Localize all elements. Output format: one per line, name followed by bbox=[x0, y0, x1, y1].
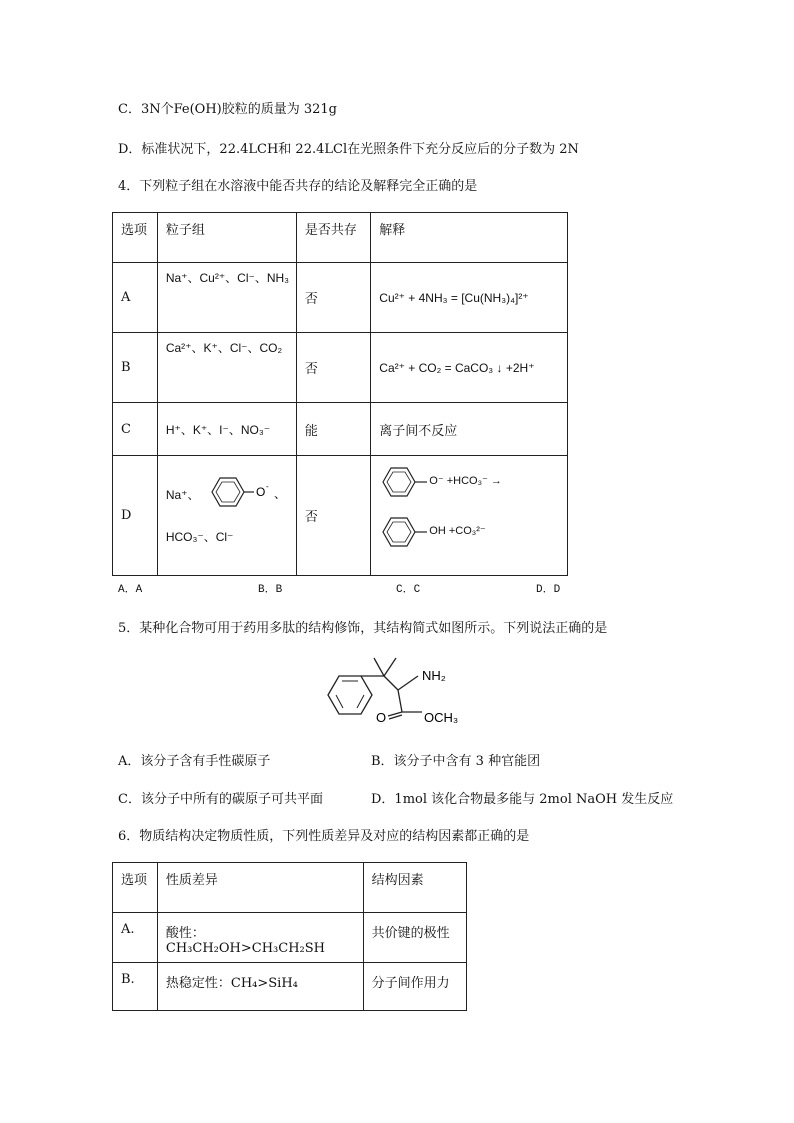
q3-option-c: C．3N个Fe(OH)胶粒的质量为 321g bbox=[118, 102, 338, 117]
q4-row-d-ions-line2: HCO₃⁻、Cl⁻ bbox=[165, 529, 234, 544]
q5-stem: 5．某种化合物可用于药用多肽的结构修饰，其结构简式如图所示。下列说法正确的是 bbox=[118, 621, 608, 636]
q4-row-d-coexist: 否 bbox=[304, 510, 318, 525]
q4-row-c-explanation: 离子间不反应 bbox=[379, 423, 458, 439]
q4-row-a bbox=[113, 263, 568, 333]
q4-row-d-particles bbox=[158, 462, 296, 570]
q6-header-factor: 结构因素 bbox=[371, 873, 424, 888]
q4-row-b-particles: Ca²⁺、K⁺、Cl⁻、CO₂ bbox=[165, 341, 283, 355]
q4-row-b-coexist: 否 bbox=[304, 362, 318, 377]
q4-choice-a: A．A bbox=[118, 584, 143, 596]
q5-choice-d: D．1mol 该化合物最多能与 2mol NaOH 发生反应 bbox=[371, 792, 674, 807]
q5-amine-label: NH₂ bbox=[422, 668, 446, 683]
svg-text:O: O bbox=[255, 484, 266, 499]
q4-row-a-particles: Na⁺、Cu²⁺、Cl⁻、NH₃ bbox=[165, 271, 290, 285]
q4-row-a-coexist: 否 bbox=[304, 292, 318, 307]
q3-option-d: D．标准状况下，22.4LCH和 22.4LCl在光照条件下充分反应后的分子数为 2N bbox=[118, 142, 579, 157]
q4-row-c-label: C bbox=[121, 421, 131, 437]
q6-table bbox=[112, 862, 467, 1011]
q4-stem: 4．下列粒子组在水溶液中能否共存的结论及解释完全正确的是 bbox=[118, 179, 478, 194]
q4-choice-d: D．D bbox=[536, 584, 561, 596]
q6-row-b bbox=[113, 963, 467, 1011]
q6-row-b-property: 热稳定性：CH₄>SiH₄ bbox=[165, 976, 298, 991]
q4-row-b-explanation: Ca²⁺ + CO₂ = CaCO₃ ↓ +2H⁺ bbox=[379, 360, 535, 375]
q4-row-d-explanation bbox=[371, 456, 567, 574]
q6-header-row bbox=[113, 863, 467, 913]
q4-row-b bbox=[113, 333, 568, 403]
q6-row-b-label: B. bbox=[121, 972, 135, 987]
q4-row-d-eq1-tail: O⁻ +HCO₃⁻ → bbox=[429, 475, 502, 487]
q4-row-a-explanation: Cu²⁺ + 4NH₃ = [Cu(NH₃)₄]²⁺ bbox=[379, 290, 529, 305]
svg-text:-: - bbox=[265, 481, 269, 491]
phenol-eq-ring bbox=[379, 514, 419, 550]
q6-row-a-label: A. bbox=[121, 922, 135, 937]
q6-row-b-factor: 分子间作用力 bbox=[371, 976, 450, 991]
q4-table bbox=[112, 212, 568, 576]
q6-stem: 6．物质结构决定物质性质，下列性质差异及对应的结构因素都正确的是 bbox=[118, 829, 530, 844]
q5-ester-label: OCH₃ bbox=[424, 710, 459, 725]
q4-header-row bbox=[113, 213, 568, 263]
q5-structure-diagram bbox=[318, 650, 488, 730]
q4-choice-b: B．B bbox=[258, 584, 283, 596]
q4-row-d-ions-line1: Na⁺、 bbox=[165, 487, 200, 502]
q4-header-coexist: 是否共存 bbox=[304, 223, 357, 238]
q6-row-a bbox=[113, 913, 467, 963]
q4-header-option: 选项 bbox=[121, 223, 148, 238]
phenoxide-eq-ring bbox=[379, 464, 419, 500]
q6-row-a-property: 酸性：CH₃CH₂OH>CH₃CH₂SH bbox=[165, 926, 325, 956]
q5-choice-a: A．该分子含有手性碳原子 bbox=[118, 754, 271, 769]
svg-text:、: 、 bbox=[273, 486, 286, 501]
q4-row-a-label: A bbox=[121, 290, 131, 305]
q6-header-property: 性质差异 bbox=[165, 873, 218, 888]
q5-carbonyl-label: O bbox=[376, 710, 387, 725]
q4-row-c-coexist: 能 bbox=[304, 423, 318, 439]
q4-row-d bbox=[113, 456, 568, 576]
q4-row-c-particles: H⁺、K⁺、I⁻、NO₃⁻ bbox=[165, 422, 271, 437]
phenoxide-structure bbox=[200, 474, 286, 510]
q4-row-d-eq2-tail: OH +CO₃²⁻ bbox=[429, 525, 486, 537]
phenoxide-eq-bond bbox=[415, 481, 427, 485]
q4-row-b-label: B bbox=[121, 360, 131, 375]
q6-row-a-factor: 共价键的极性 bbox=[371, 926, 450, 941]
q5-choice-b: B．该分子中含有 3 种官能团 bbox=[371, 754, 541, 769]
phenol-eq-bond bbox=[415, 531, 427, 535]
q4-row-d-label: D bbox=[121, 508, 132, 523]
q4-header-explanation: 解释 bbox=[379, 223, 406, 238]
q4-choice-c: C．C bbox=[396, 584, 421, 596]
q4-header-particles: 粒子组 bbox=[165, 223, 205, 238]
q6-header-option: 选项 bbox=[121, 873, 148, 888]
q4-row-c bbox=[113, 403, 568, 456]
q5-choice-c: C．该分子中所有的碳原子可共平面 bbox=[118, 792, 323, 807]
